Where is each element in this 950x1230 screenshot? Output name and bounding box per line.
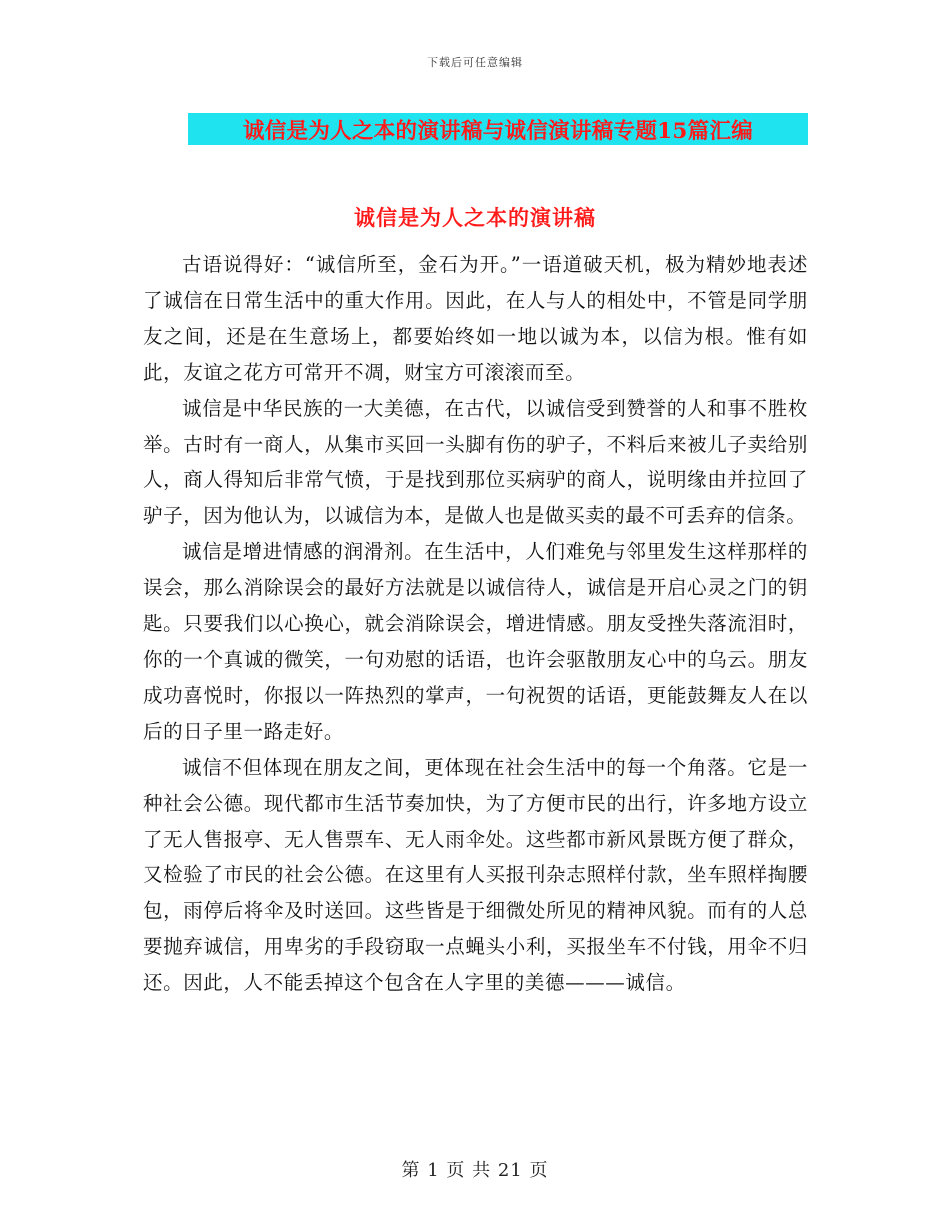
paragraph-3: 诚信是增进情感的润滑剂。在生活中，人们难免与邻里发生这样那样的误会，那么消除误会的最好方法就是以诚信待人，诚信是开启心灵之门的钥匙。只要我们以心换心，就会消除误会，增进情感。朋友受挫失落流泪时，你的一个真诚的微笑，一句劝慰的话语，也许会驱散朋友心中的乌云。朋友成功喜悦时，你报以一阵热烈的掌声，一句祝贺的话语，更能鼓舞友人在以后的日子里一路走好。 bbox=[143, 540, 808, 743]
paragraph-4: 诚信不但体现在朋友之间，更体现在社会生活中的每一个角落。它是一种社会公德。现代都市生活节奏加快，为了方便市民的出行，许多地方设立了无人售报亭、无人售票车、无人雨伞处。这些都市新风景既方便了群众，又检验了市民的社会公德。在这里有人买报刊杂志照样付款，坐车照样掏腰包，雨停后将伞及时送回。这些皆是于细微处所见的精神风貌。而有的人总要抛弃诚信，用卑劣的手段窃取一点蝇头小利，买报坐车不付钱，用伞不归还。因此，人不能丢掉这个包含在人字里的美德———诚信。 bbox=[143, 755, 808, 995]
page-number-footer: 第 1 页 共 21 页 bbox=[401, 1160, 549, 1181]
main-title-highlight bbox=[188, 113, 808, 145]
document-body bbox=[143, 247, 808, 1001]
section-title: 诚信是为人之本的演讲稿 bbox=[354, 205, 596, 230]
header-note: 下载后可任意编辑 bbox=[427, 56, 523, 69]
paragraph-2: 诚信是中华民族的一大美德，在古代，以诚信受到赞誉的人和事不胜枚举。古时有一商人，从集市买回一头脚有伤的驴子，不料后来被儿子卖给别人，商人得知后非常气愤，于是找到那位买病驴的商人，说明缘由并拉回了驴子，因为他认为，以诚信为本，是做人也是做买卖的最不可丢弃的信条。 bbox=[143, 396, 808, 528]
paragraph-1: 古语说得好：“诚信所至，金石为开。”一语道破天机，极为精妙地表述了诚信在日常生活中的重大作用。因此，在人与人的相处中，不管是同学朋友之间，还是在生意场上，都要始终如一地以诚为本，以信为根。惟有如此，友谊之花方可常开不凋，财宝方可滚滚而至。 bbox=[143, 253, 808, 384]
main-title: 诚信是为人之本的演讲稿与诚信演讲稿专题15篇汇编 bbox=[242, 118, 754, 144]
